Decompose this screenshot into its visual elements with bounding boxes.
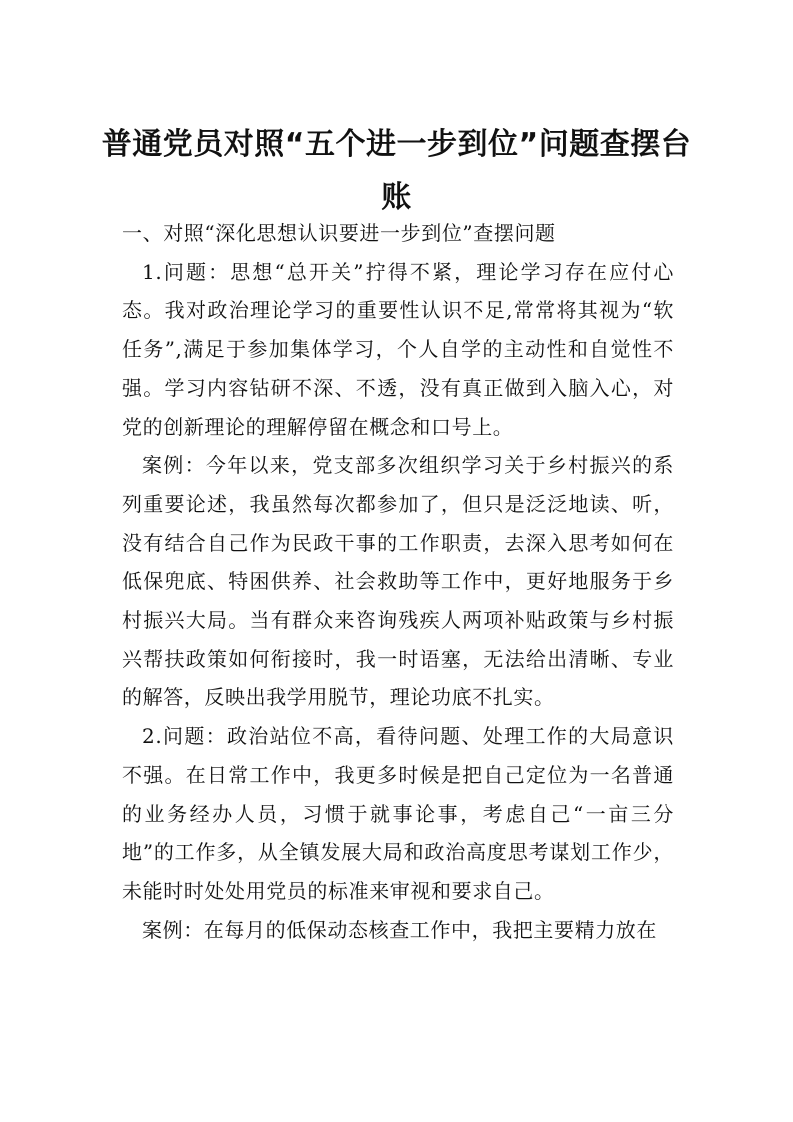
problem-1-paragraph: 1.问题：思想“总开关”拧得不紧，理论学习存在应付心态。我对政治理论学习的重要性认识不足,常常将其视为“软任务”,满足于参加集体学习，个人自学的主动性和自觉性不强。学习内容钻研不深、不透，没有真正做到入脑入心，对党的创新理论的理解停留在概念和口号上。 [122,259,674,439]
case-2-paragraph: 案例：在每月的低保动态核查工作中，我把主要精力放在 [142,917,657,942]
document-body [122,214,674,949]
case-1-paragraph: 案例：今年以来，党支部多次组织学习关于乡村振兴的系列重要论述，我虽然每次都参加了，但只是泛泛地读、听，没有结合自己作为民政干事的工作职责，去深入思考如何在低保兜底、特困供养、社会救助等工作中，更好地服务于乡村振兴大局。当有群众来咨询残疾人两项补贴政策与乡村振兴帮扶政策如何衔接时，我一时语塞，无法给出清晰、专业的解答，反映出我学用脱节，理论功底不扎实。 [122,453,674,710]
section-heading: 一、对照“深化思想认识要进一步到位”查摆问题 [122,221,556,245]
problem-2-paragraph: 2.问题：政治站位不高，看待问题、处理工作的大局意识不强。在日常工作中，我更多时候是把自己定位为一名普通的业务经办人员，习惯于就事论事，考虑自己“一亩三分地”的工作多，从全镇发展大局和政治高度思考谋划工作少，未能时时处处用党员的标准来审视和要求自己。 [122,724,674,903]
document-title: 普通党员对照“五个进一步到位”问题查摆台账 [101,127,692,215]
